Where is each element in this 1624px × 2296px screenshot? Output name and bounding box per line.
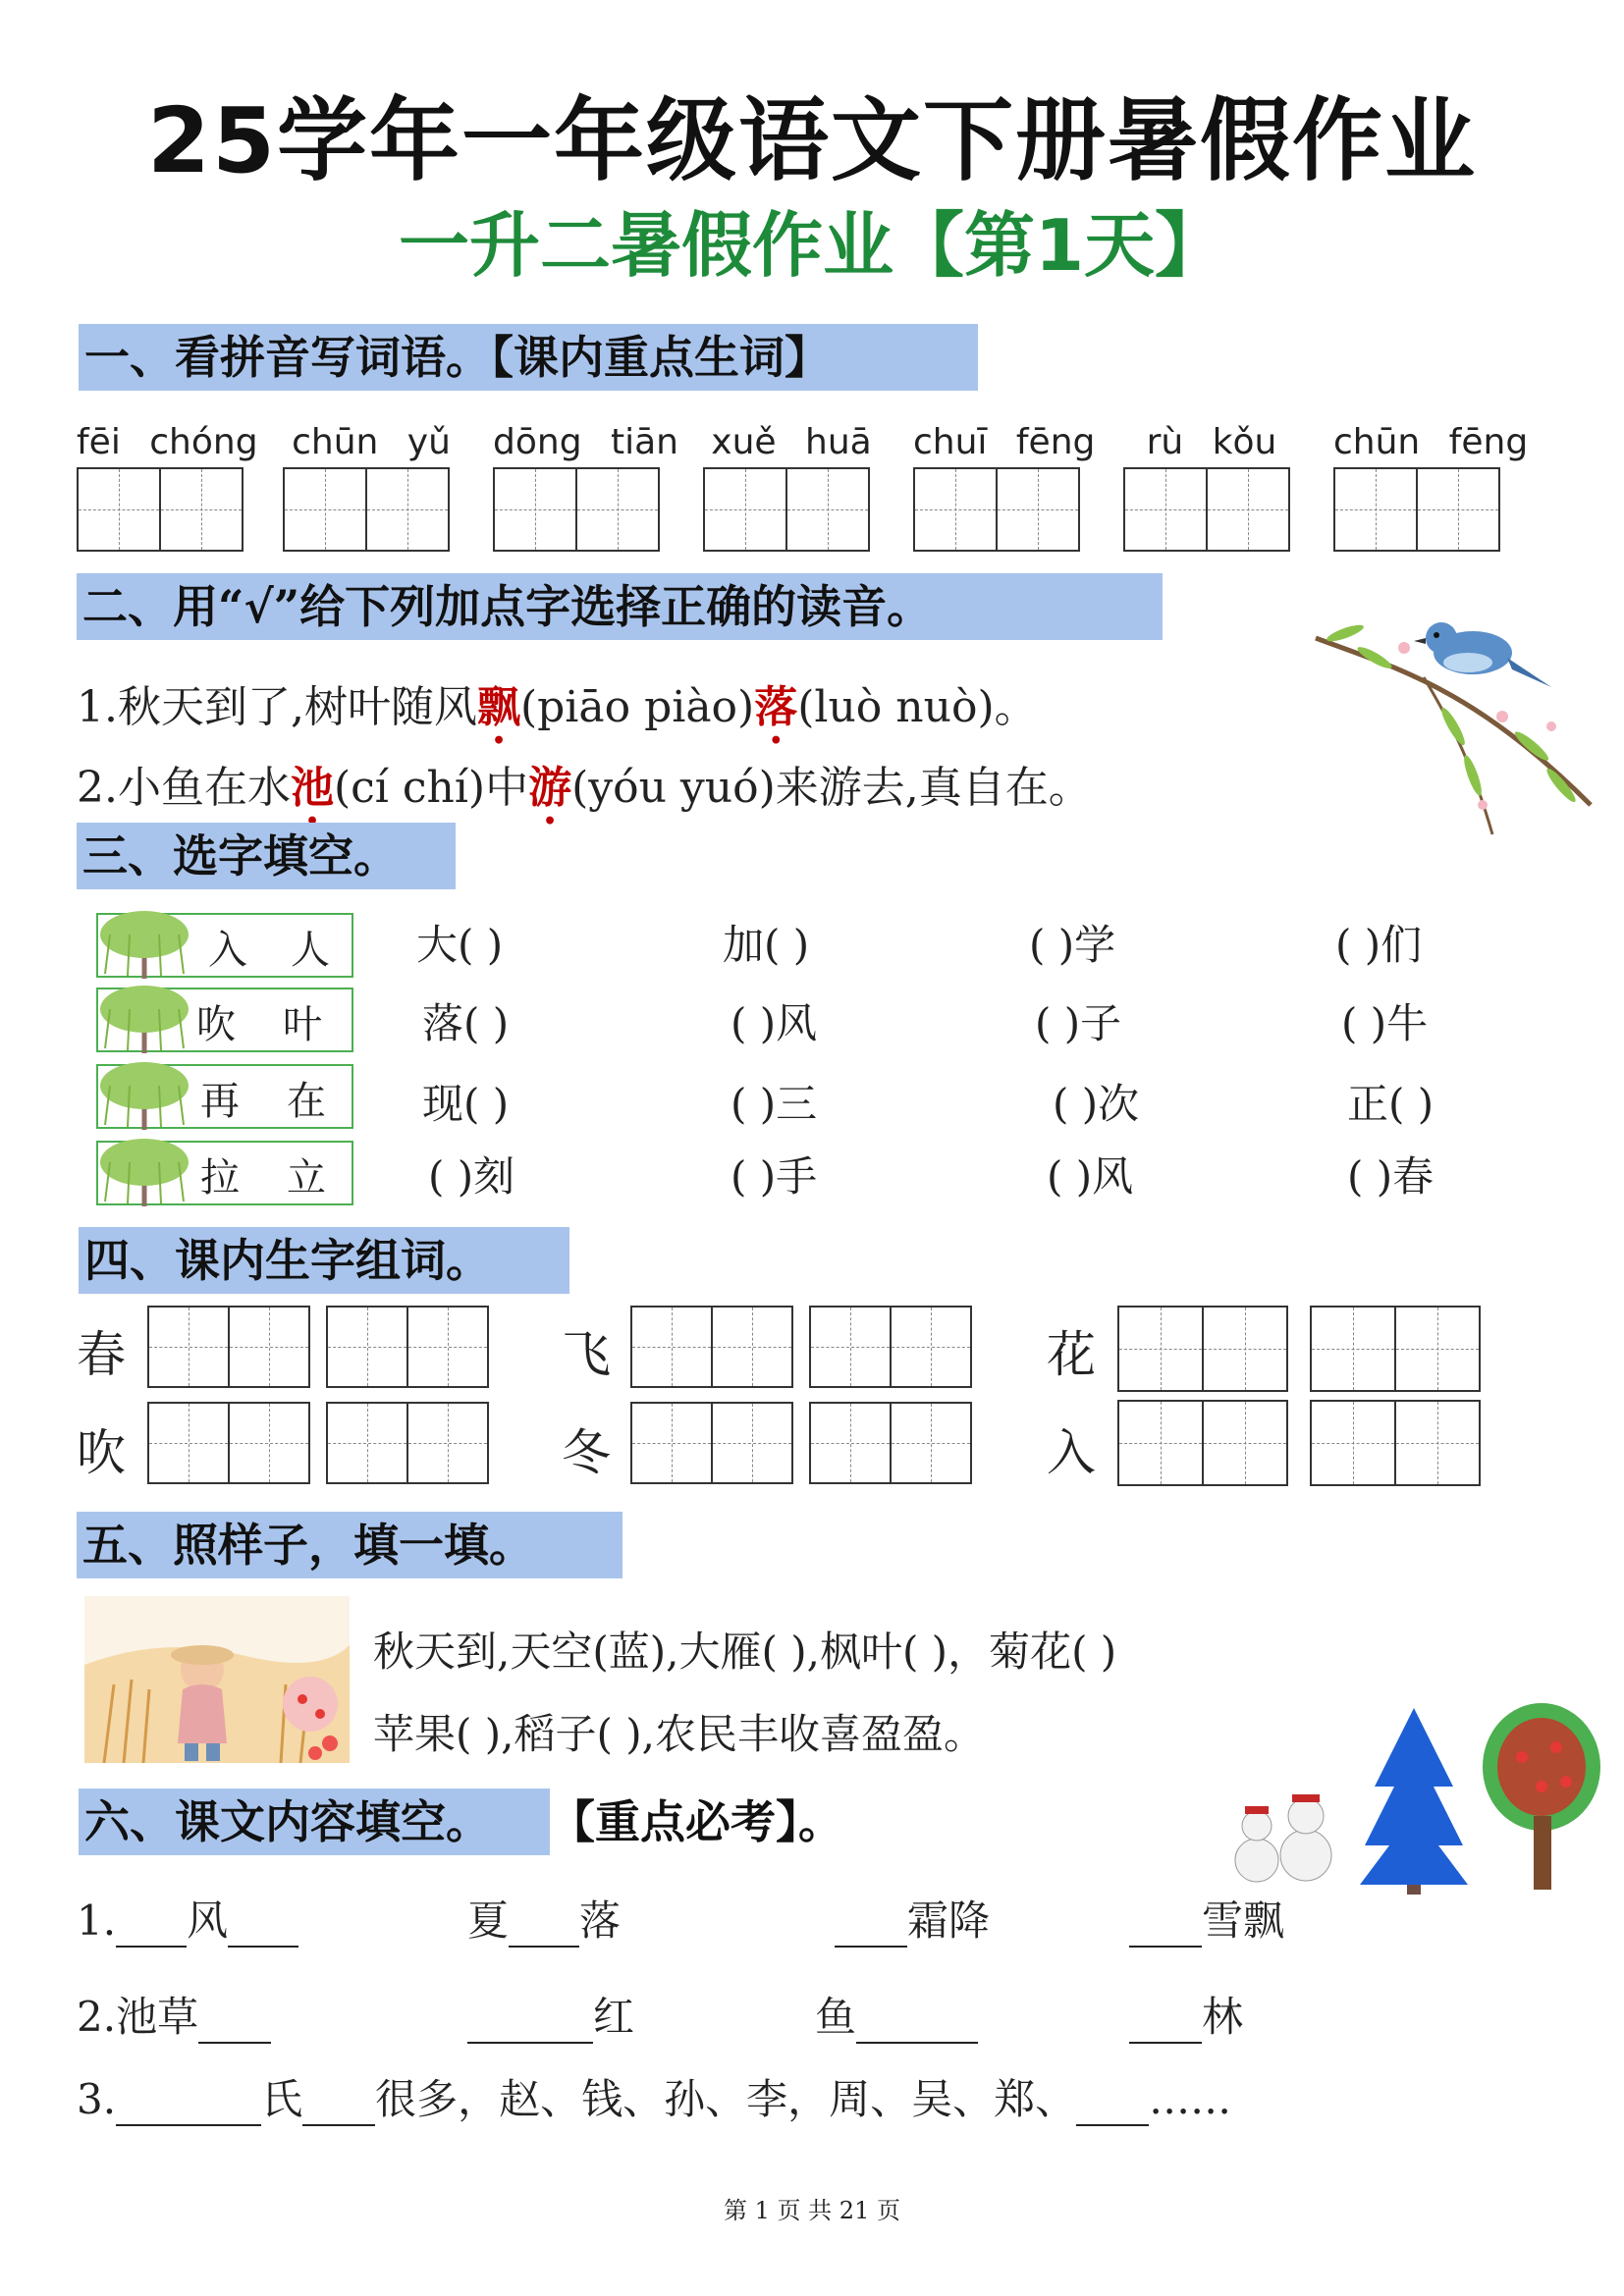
word-grid[interactable] — [1117, 1306, 1288, 1392]
question-2-2 — [77, 752, 1092, 815]
writing-grid-3[interactable] — [493, 467, 660, 552]
choice-char: 在 — [287, 1079, 326, 1124]
blank[interactable] — [228, 1906, 298, 1948]
fill-item[interactable]: ( )风 — [1047, 1152, 1134, 1201]
fill-item[interactable]: ( )们 — [1335, 921, 1423, 969]
fill-text: 霜降 — [907, 1896, 991, 1945]
blank[interactable] — [467, 2002, 593, 2044]
word-grid[interactable] — [1310, 1400, 1481, 1486]
q1-dotted-word-1: 飘 — [476, 682, 520, 732]
fill-item[interactable]: 大( ) — [416, 921, 504, 969]
word-char-3: 花 — [1047, 1326, 1096, 1383]
word-grid[interactable] — [630, 1306, 793, 1388]
fill-text: 夏 — [467, 1896, 510, 1945]
fill-item[interactable]: ( )次 — [1053, 1080, 1140, 1128]
fill-item[interactable]: ( )刻 — [428, 1152, 515, 1201]
writing-grid-2[interactable] — [283, 467, 450, 552]
writing-grid-5[interactable] — [913, 467, 1080, 552]
willow-icon — [90, 1056, 198, 1135]
section-5-heading: 五、照样子，填一填。 — [77, 1512, 623, 1578]
word-char-1: 春 — [77, 1326, 126, 1383]
blank[interactable] — [856, 2002, 978, 2044]
q2-text-a: 2.小鱼在水 — [77, 763, 291, 813]
fill-row-2d — [1129, 1985, 1243, 2044]
choice-box-1 — [96, 913, 353, 978]
choice-char: 人 — [291, 928, 330, 973]
blank[interactable] — [835, 1906, 907, 1948]
fill-row-2 — [77, 1985, 271, 2044]
word-grid[interactable] — [630, 1402, 793, 1484]
fill-item[interactable]: ( )春 — [1347, 1152, 1435, 1201]
willow-icon — [90, 1133, 198, 1211]
blank[interactable] — [198, 2002, 271, 2044]
blank[interactable] — [509, 1906, 579, 1948]
word-grid[interactable] — [147, 1402, 310, 1484]
fill-text: 鱼 — [815, 1993, 857, 2041]
fill-item[interactable]: 落( ) — [422, 999, 510, 1047]
fill-row-2b — [467, 1985, 634, 2044]
page-footer: 第 1 页 共 21 页 — [724, 2197, 900, 2224]
page-subtitle: 一升二暑假作业【第1天】 — [398, 204, 1226, 287]
pinyin-4: xuě huā — [711, 422, 872, 462]
q2-options-2[interactable]: (yóu yuó)来游去,真自在。 — [571, 763, 1092, 813]
choice-char: 再 — [200, 1079, 240, 1124]
choice-char: 立 — [287, 1155, 326, 1201]
choice-box-2 — [96, 988, 353, 1052]
choice-box-3 — [96, 1064, 353, 1129]
q2-dotted-word-1: 池 — [290, 763, 334, 813]
fill-row-3 — [77, 2067, 1231, 2126]
section-1-heading: 一、看拼音写词语。【课内重点生词】 — [79, 324, 978, 391]
word-grid[interactable] — [1310, 1306, 1481, 1392]
pinyin-1: fēi chóng — [77, 422, 258, 462]
choice-char: 拉 — [200, 1155, 240, 1201]
fill-item[interactable]: ( )子 — [1035, 999, 1122, 1047]
fill-text: 落 — [579, 1896, 622, 1945]
fill-item[interactable]: 加( ) — [723, 921, 810, 969]
example-line-2[interactable]: 苹果( ),稻子( ),农民丰收喜盈盈。 — [373, 1710, 985, 1758]
item-number: 3. — [77, 2075, 117, 2123]
writing-grid-7[interactable] — [1333, 467, 1500, 552]
blank[interactable] — [116, 2085, 261, 2126]
word-char-5: 冬 — [562, 1424, 611, 1481]
section-6-heading: 六、课文内容填空。 — [79, 1789, 550, 1855]
fill-row-1 — [77, 1889, 298, 1948]
fill-item[interactable]: ( )学 — [1029, 921, 1116, 969]
pinyin-3: dōng tiān — [493, 422, 678, 462]
section-3-heading: 三、选字填空。 — [77, 823, 456, 889]
blank[interactable] — [302, 2085, 375, 2126]
page-title: 25学年一年级语文下册暑假作业 — [146, 88, 1478, 193]
pinyin-5: chuī fēng — [913, 422, 1096, 462]
blank[interactable] — [116, 1906, 187, 1948]
example-line-1[interactable]: 秋天到,天空(蓝),大雁( ),枫叶( )，菊花( ) — [373, 1628, 1117, 1676]
bird-branch-illustration — [1306, 609, 1600, 844]
fill-row-2c — [815, 1985, 978, 2044]
q1-dotted-word-2: 落 — [754, 682, 798, 732]
q2-dotted-word-2: 游 — [528, 763, 572, 813]
fill-item[interactable]: ( )手 — [731, 1152, 818, 1201]
choice-char: 叶 — [283, 1002, 322, 1047]
fill-text: 很多，赵、钱、孙、李，周、吴、郑、 — [375, 2075, 1077, 2123]
word-grid[interactable] — [809, 1402, 972, 1484]
question-2-1 — [77, 671, 1038, 734]
fill-text: …… — [1149, 2075, 1232, 2123]
pinyin-2: chūn yǔ — [292, 422, 451, 462]
fill-text: 风 — [187, 1896, 229, 1945]
word-grid[interactable] — [326, 1306, 489, 1388]
q1-text-a: 1.秋天到了,树叶随风 — [77, 682, 477, 732]
fill-item[interactable]: ( )风 — [731, 999, 818, 1047]
willow-icon — [90, 980, 198, 1058]
section-6-heading-extra: 【重点必考】。 — [550, 1795, 843, 1848]
word-grid[interactable] — [147, 1306, 310, 1388]
winter-illustration — [1218, 1698, 1610, 1895]
choice-char: 吹 — [196, 1002, 236, 1047]
harvest-illustration — [84, 1596, 350, 1763]
fill-item[interactable]: 现( ) — [422, 1080, 510, 1128]
word-grid[interactable] — [1117, 1400, 1288, 1486]
willow-icon — [90, 905, 198, 984]
blank[interactable] — [1129, 1906, 1202, 1948]
word-char-6: 入 — [1047, 1424, 1096, 1481]
item-number: 1. — [77, 1896, 117, 1945]
choice-box-4 — [96, 1141, 353, 1205]
section-2-heading: 二、用“√”给下列加点字选择正确的读音。 — [77, 573, 1163, 640]
writing-grid-1[interactable] — [77, 467, 244, 552]
pinyin-7: chūn fēng — [1333, 422, 1529, 462]
fill-item[interactable]: 正( ) — [1347, 1080, 1435, 1128]
fill-text: 2.池草 — [77, 1993, 199, 2041]
writing-grid-4[interactable] — [703, 467, 870, 552]
fill-text: 林 — [1202, 1993, 1244, 2041]
word-char-4: 吹 — [77, 1424, 126, 1481]
fill-row-1d — [1129, 1889, 1284, 1948]
word-grid[interactable] — [809, 1306, 972, 1388]
choice-char: 入 — [208, 928, 247, 973]
fill-row-1c — [835, 1889, 990, 1948]
section-4-heading: 四、课内生字组词。 — [79, 1227, 569, 1294]
fill-item[interactable]: ( )三 — [731, 1080, 818, 1128]
fill-item[interactable]: ( )牛 — [1341, 999, 1429, 1047]
q1-options-2[interactable]: (luò nuò)。 — [797, 682, 1038, 732]
fill-text: 红 — [593, 1993, 635, 2041]
word-grid[interactable] — [326, 1402, 489, 1484]
blank[interactable] — [1129, 2002, 1202, 2044]
blank[interactable] — [1076, 2085, 1149, 2126]
q2-options-1[interactable]: (cí chí)中 — [333, 763, 529, 813]
fill-text: 雪飘 — [1202, 1896, 1285, 1945]
writing-grid-6[interactable] — [1123, 467, 1290, 552]
fill-row-1b — [467, 1889, 621, 1948]
word-char-2: 飞 — [562, 1326, 611, 1383]
fill-text: 氏 — [261, 2075, 303, 2123]
q1-options-1[interactable]: (piāo piào) — [519, 682, 755, 732]
pinyin-6: rù kǒu — [1146, 422, 1277, 462]
